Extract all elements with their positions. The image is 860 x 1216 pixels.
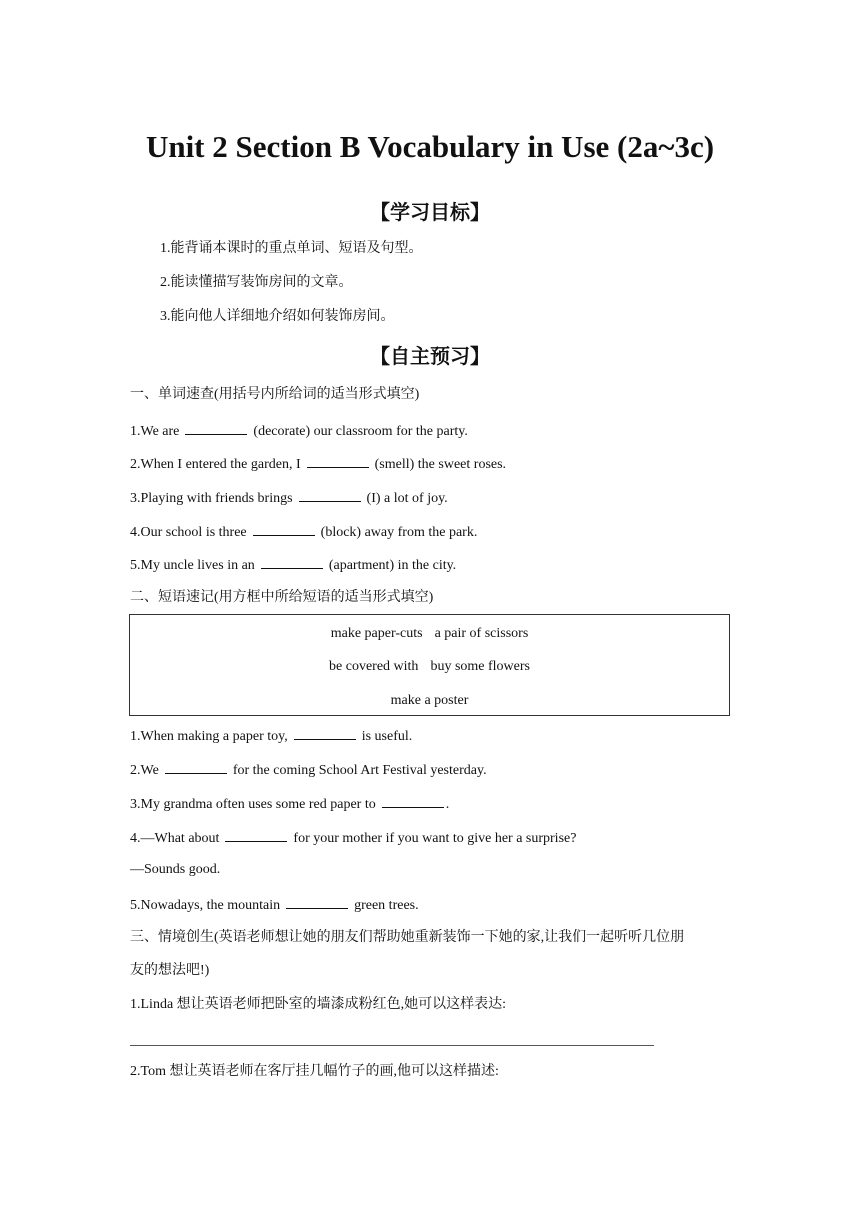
phrase-exercise-item: 5.Nowadays, the mountain green trees. (130, 894, 419, 916)
part3-heading: 三、情境创生(英语老师想让她的朋友们帮助她重新装饰一下她的家,让我们一起听听几位朋 (130, 930, 685, 945)
phrase-exercise-item: 3.My grandma often uses some red paper to . (130, 793, 449, 815)
answer-blank (286, 894, 348, 909)
phrase: make paper-cuts (330, 626, 423, 641)
phrase: buy some flowers (430, 659, 530, 674)
word-exercise-item: 2.When I entered the garden, I (smell) the sweet roses. (130, 453, 506, 475)
phrase-row (130, 657, 729, 677)
phrase-exercise-item: 2.We for the coming School Art Festival yesterday. (130, 759, 487, 781)
goal-item: 2.能读懂描写装饰房间的文章。 (160, 275, 353, 290)
answer-blank (382, 793, 444, 808)
word-exercise-item: 4.Our school is three (block) away from the park. (130, 521, 477, 543)
answer-blank (185, 420, 247, 435)
answer-blank (165, 759, 227, 774)
phrase-row (130, 691, 729, 711)
dialogue-reply: —Sounds good. (130, 862, 221, 877)
part3-heading-cont: 友的想法吧!) (130, 963, 210, 978)
answer-line (130, 1045, 654, 1046)
preview-heading: 【自主预习】 (370, 344, 490, 368)
word-exercise-item: 5.My uncle lives in an (apartment) in the city. (130, 554, 456, 576)
answer-blank (294, 725, 356, 740)
phrase: a pair of scissors (434, 626, 529, 641)
phrase: make a poster (390, 693, 469, 708)
word-exercise-item: 3.Playing with friends brings (I) a lot of joy. (130, 487, 448, 509)
phrase-row (130, 624, 729, 644)
answer-blank (261, 554, 323, 569)
answer-blank (225, 827, 287, 842)
word-exercise-item: 1.We are (decorate) our classroom for the party. (130, 420, 468, 442)
scenario-item: 2.Tom 想让英语老师在客厅挂几幅竹子的画,他可以这样描述: (130, 1064, 499, 1079)
scenario-item: 1.Linda 想让英语老师把卧室的墙漆成粉红色,她可以这样表达: (130, 997, 507, 1012)
part2-heading: 二、短语速记(用方框中所给短语的适当形式填空) (130, 590, 434, 605)
page-title: Unit 2 Section B Vocabulary in Use (2a~3c) (145, 129, 715, 164)
phrase-exercise-item: 4.—What about for your mother if you want to give her a surprise? (130, 827, 576, 849)
answer-blank (299, 487, 361, 502)
answer-blank (253, 521, 315, 536)
phrase-exercise-item: 1.When making a paper toy, is useful. (130, 725, 412, 747)
answer-blank (307, 453, 369, 468)
goals-heading: 【学习目标】 (370, 200, 490, 224)
goal-item: 3.能向他人详细地介绍如何装饰房间。 (160, 309, 395, 324)
part1-heading: 一、单词速查(用括号内所给词的适当形式填空) (130, 387, 420, 402)
phrase: be covered with (329, 659, 419, 674)
phrase-box (129, 614, 730, 716)
goal-item: 1.能背诵本课时的重点单词、短语及句型。 (160, 241, 423, 256)
